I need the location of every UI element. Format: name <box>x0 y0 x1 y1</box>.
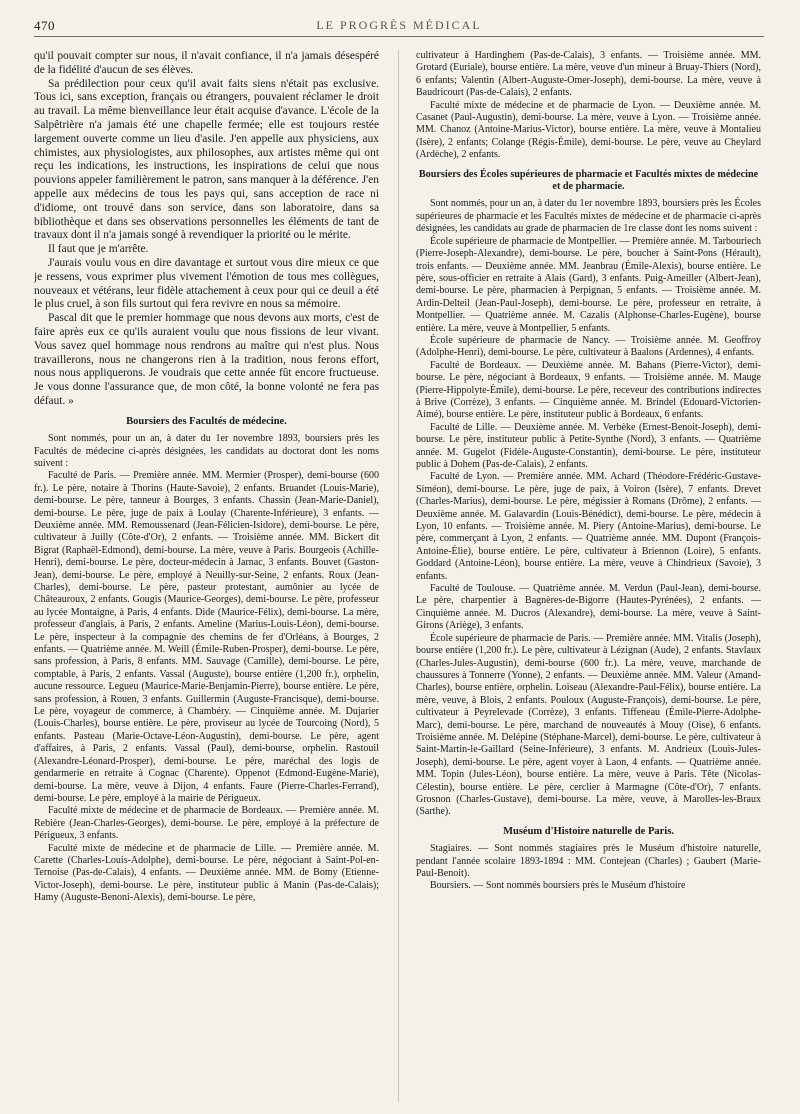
body-paragraph: Faculté de Lille. — Deuxième année. M. Verbèke (Ernest-Benoit-Joseph), demi-bourse. Le père, instituteur public à Petite-Synthe (Nord), 3 enfants. — Quatrième année. M. Gugelot (Fidèle-Auguste-Constantin), demi-bourse. Le père, instituteur public à Dohem (Pas-de-Calais), 2 enfants. <box>416 421 761 470</box>
body-paragraph: Faculté de Paris. — Première année. MM. Mermier (Prosper), demi-bourse (600 fr.). Le père, notaire à Thorins (Haute-Savoie), 2 enfants. Bruandet (Louis-Marie), demi-bourse. Le père, tanneur à Bourges, 3 enfants. Chassin (Jean-Marie-Daniel), demi-bourse. Le père, juge de paix à Loulay (Charente-Inférieure), 3 enfants. — Deuxième année. MM. Remoussenard (Jean-Félicien-Isidore), demi-bourse. Le père, cultivateur à Juilly (Côte-d'Or), 2 enfants. — Troisième année. MM. Bickert dit Bigrat (Raphaël-Edmond), demi-bourse. La mère, veuve à Paris. Bourgeois (Achille-Henri), demi-bourse. Le père, docteur-médecin à Jarnac, 3 enfants. Bouvet (Gaston-Jean), demi-bourse. Le père, employé à Neuilly-sur-Seine, 2 enfants. Roux (Jean-Charles), demi-bourse. Le père, pasteur protestant, aumônier au lycée de Châteauroux, 2 enfants. Gougis (Maurice-Georges), demi-bourse. Le père, professeur au lycée Montaigne, à Paris, 4 enfants. Dide (Maurice-Félix), demi-bourse. La mère, professeur d'anglais, à Paris, 2 enfants. Ameline (Marius-Louis-Léon), demi-bourse. Le père, inspecteur à la compagnie des chemins de fer d'Orléans, à Bourges, 2 enfants. — Quatrième année. M. Weill (Émile-Ruben-Prosper), demi-bourse. Le père, sans profession, à Paris, 8 enfants. MM. Sauvage (Camille), demi-bourse. Le père, comptable, à Paris, 2 enfants. Vassal (Auguste), bourse entière (1,200 fr.), orphelin, aucune ressource. Legueu (Maurice-Marie-Benjamin-Pierre), bourse entière. Le père, sans profession, à Rouen, 3 enfants. Guillermin (Auguste-Francisque), demi-bourse. Le père, voyageur de commerce, à Chambéry. — Cinquième année. M. Dujarier (Louis-Charles), bourse entière. Le père, proviseur au lycée de Tourcoing (Nord), 5 enfants. Pasteau (Marie-Octave-Léon-Augustin), demi-bourse. Le père, agent d'affaires, à Paris, 2 enfants. Vassal (Paul), demi-bourse, orphelin. Rastouil (Alexandre-Léonard-Prosper), demi-bourse. Le père, maréchal des logis de gendarmerie en retraite à Cognac (Charente). Oppenot (Edmond-Eugène-Marie), demi-bourse. La mère, veuve à Dijon, 4 enfants. Faure (Pierre-Charles-Ferrand), demi-bourse. Le père, employé à la mairie de Périgueux. <box>34 470 379 804</box>
header-rule <box>34 36 764 37</box>
body-paragraph: École supérieure de pharmacie de Paris. — Première année. MM. Vitalis (Joseph), bourse entière (1,200 fr.). Le père, cultivateur à Lézignan (Aude), 2 enfants. Stavlaux (Charles-Jules-Augustin), demi-bourse (600 fr.). La mère, veuve, marchande de chaussures à Tonnerre (Yonne), 2 enfants. — Deuxième année. MM. Valeur (Amand-Charles), bourse entière, orphelin. Loiseau (Alexandre-Paul-Félix), bourse entière. La mère, veuve, à Blois, 2 enfants. Pouloux (Auguste-François), demi-bourse. Le père, cultivateur à Peyrelevade (Corrèze), 3 enfants. Tiffeneau (Émile-Pierre-Adolphe-Marc), demi-bourse. Le père, marchand de nouveautés à Mouy (Oise), 6 enfants. Troisième année. M. Delépine (Stéphane-Marcel), demi-bourse. Le père, cultivateur à Saint-Martin-le-Gaillard (Seine-Inférieure), 3 enfants. M. Andrieux (Louis-Jules-Joseph), demi-bourse. Le père, agent voyer à Laon, 4 enfants. — Quatrième année. MM. Topin (Jules-Léon), bourse entière. La mère, veuve à Paris. Tête (Nicolas-Célestin), bourse entière. Le père, cerclier à Marmagne (Côte-d'Or), 7 enfants. Grosnon (Charles-Gustave), demi-bourse. La mère, veuve, à Marolles-les-Braux (Sarthe). <box>416 632 761 818</box>
body-paragraph: Stagiaires. — Sont nommés stagiaires près le Muséum d'histoire naturelle, pendant l'année scolaire 1893-1894 : MM. Contejean (Charles) ; Gaubert (Marie-Paul-Benoit). <box>416 843 761 879</box>
body-paragraph: Faculté mixte de médecine et de pharmacie de Lille. — Première année. M. Carette (Charles-Louis-Adolphe), demi-bourse. Le père, négociant à Saint-Pol-en-Ternoise (Pas-de-Calais), 4 enfants. — Deuxième année. MM. de Bomy (Etienne-Victor-Joseph), demi-bourse. Le père, instituteur public à Manin (Pas-de-Calais); Hamy (Auguste-Benoni-Alexis), demi-bourse. Le père, <box>34 842 379 904</box>
page-number: 470 <box>34 18 55 33</box>
intro-paragraph: qu'il pouvait compter sur nous, il n'avait confiance, il n'a jamais désespéré de la fidélité d'aucun de ses élèves. <box>34 50 379 76</box>
body-paragraph: Faculté de Bordeaux. — Deuxième année. M. Bahans (Pierre-Victor), demi-bourse. Le père, négociant à Bordeaux, 9 enfants. — Troisième année. M. Mauge (Pierre-Hippolyte-Émile), demi-bourse. Le père, receveur des contributions indirectes à Brive (Corrèze), 3 enfants. — Cinquième année. M. Brindel (Edouard-Victorien-Aimé), bourse entière. Le père, instituteur public à Bordeaux, 6 enfants. <box>416 359 761 421</box>
intro-paragraph: Sa prédilection pour ceux qu'il avait faits siens n'était pas exclusive. Tous ici, sans exception, français ou étrangers, pouvaient réclamer le droit au travail. La même bienveillance leur était acquise d'avance. L'école de la Salpêtrière n'a jamais été une chapelle fermée; elle est toujours restée largement ouverte comme un lieu d'asile. J'en appelle aux physiciens, aux chimistes, aux physiologistes, aux philosophes, aux artistes même qui ont reçu les indications, les instructions, les inspirations de celui que nous pouvions appeler familièrement le patron, sans manquer à la déférence. J'en appelle aux médecins de tous les pays qui, sans acception de race ni d'idiome, ont trouvé dans son service, dans son laboratoire, dans sa bibliothèque et dans ses observations personnelles les éléments de tant de travaux dont il n'a jamais songé à revendiquer la priorité ou le mérite. <box>34 77 379 242</box>
body-paragraph: Sont nommés, pour un an, à dater du 1er novembre 1893, boursiers près les Écoles supérieures de pharmacie et les Facultés mixtes de médecine et de pharmacie ci-après désignées, les candidats au grade de pharmacien de 1re classe dont les noms suivent : <box>416 198 761 235</box>
column-separator <box>398 50 399 1102</box>
body-paragraph: Sont nommés, pour un an, à dater du 1er novembre 1893, boursiers près les Facultés de médecine ci-après désignées, les candidats au doctorat dont les noms suivent : <box>34 433 379 469</box>
intro-paragraph: Il faut que je m'arrête. <box>48 243 149 256</box>
body-paragraph: École supérieure de pharmacie de Montpellier. — Première année. M. Tarbouriech (Pierre-Joseph-Alexandre), demi-bourse. Le père, boucher à Saint-Pons (Hérault), trois enfants. — Deuxième année. MM. Jeanbrau (Émile-Alexis), bourse entière. Le père, sous-officier en retraite à Alais (Gard), 3 enfants. Puig-Ameiller (Albert-Jean), demi-bourse. Le père, pharmacien à Perpignan, 5 enfants. — Troisième année. M. Ardin-Delteil (Jean-Paul-Joseph), demi-bourse. Le père, professeur en retraite, à Montpellier. — Quatrième année. M. Cazalis (Alphonse-Charles-Eugène), bourse entière. La mère, veuve à Montpellier, 5 enfants. <box>416 235 761 334</box>
section-title-medecine: Boursiers des Facultés de médecine. <box>126 415 287 427</box>
page-header <box>34 14 764 36</box>
body-paragraph: École supérieure de pharmacie de Nancy. — Troisième année. M. Geoffroy (Adolphe-Henri), demi-bourse. Le père, cultivateur à Baalons (Ardennes), 4 enfants. <box>416 334 761 359</box>
body-paragraph: Boursiers. — Sont nommés boursiers près le Muséum d'histoire <box>430 880 686 892</box>
body-paragraph: Faculté de Toulouse. — Quatrième année. M. Verdun (Paul-Jean), demi-bourse. Le père, charpentier à Bagnères-de-Bigorre (Hautes-Pyrénées), 2 enfants. — Cinquième année. M. Ducros (Alexandre), demi-bourse. La mère, veuve à Saint-Girons (Ariège), 3 enfants. <box>416 583 761 632</box>
body-paragraph: Faculté de Lyon. — Première année. MM. Achard (Théodore-Frédéric-Gustave-Siméon), demi-bourse. Le père, juge de paix, à Voiron (Isère), 7 enfants. Drevet (Charles-Marius), demi-bourse. Le père, mégissier à Romans (Drôme), 2 enfants. — Deuxième année. M. Galavardin (Louis-Bénédict), demi-bourse. Le père, médecin à Lyon, 10 enfants. — Troisième année. M. Piery (Antoine-Marius), demi-bourse. Le père, commerçant à Lyon, 2 enfants. — Quatrième année. MM. Dupont (François-Antoine-Élie), bourse entière. Le père, cultivateur à Briennon (Loire), 5 enfants. Goddard (Antoine-Léon), bourse entière. La mère, veuve à Chindrieux (Savoie), 3 enfants. <box>416 471 761 582</box>
section-title-museum: Muséum d'Histoire naturelle de Paris. <box>503 825 674 837</box>
right-column <box>416 50 761 1102</box>
intro-paragraph: Pascal dit que le premier hommage que nous devons aux morts, c'est de faire après eux ce qu'ils auraient voulu que nous fissions de leur vivant. Vous savez quel hommage nous rendrons au maître qui n'est plus. Nous travaillerons, nous ne changerons rien à la tradition, nous ferons effort, nous nous appliquerons. Je voudrais que cette année fût encore fructueuse. Je vous donne l'assurance que, de mon côté, la bonne volonté ne fera pas défaut. » <box>34 312 379 407</box>
body-paragraph: cultivateur à Hardinghem (Pas-de-Calais), 3 enfants. — Troisième année. MM. Grotard (Euriale), bourse entière. La mère, veuve d'un mineur à Bruay-Thiers (Nord), 6 enfants; Valentin (Albert-Auguste-Omer-Joseph), demi-bourse. La mère, veuve à Baudricourt (Pas-de-Calais), 2 enfants. <box>416 50 761 99</box>
body-paragraph: Faculté mixte de médecine et de pharmacie de Bordeaux. — Première année. M. Rebière (Jean-Charles-Georges), demi-bourse. Le père, employé à la préfecture de Périgueux, 3 enfants. <box>34 805 379 842</box>
intro-paragraph: J'aurais voulu vous en dire davantage et surtout vous dire mieux ce que je ressens, vous exprimer plus vivement l'émotion de tous mes collègues, nouveaux et vétérans, leur fidèle attachement à ceux pour qui ce deuil a été le plus cruel, à son fils surtout qui fera revivre en nous sa mémoire. <box>34 256 379 311</box>
running-title: LE PROGRÈS MÉDICAL <box>316 18 482 32</box>
left-column <box>34 50 379 1102</box>
body-paragraph: Faculté mixte de médecine et de pharmacie de Lyon. — Deuxième année. M. Casanet (Paul-Augustin), demi-bourse. La mère, veuve à Lyon. — Troisième année. MM. Chanoz (Antoine-Marius-Victor), bourse entière. La mère, veuve à Montalieu (Isère), 2 enfants; Colange (Régis-Émile), demi-bourse. Le père, veuve au Cheylard (Ardèche), 2 enfants. <box>416 99 761 161</box>
section-title-pharmacie: Boursiers des Écoles supérieures de pharmacie et Facultés mixtes de médecine et de pharmacie. <box>418 168 759 193</box>
